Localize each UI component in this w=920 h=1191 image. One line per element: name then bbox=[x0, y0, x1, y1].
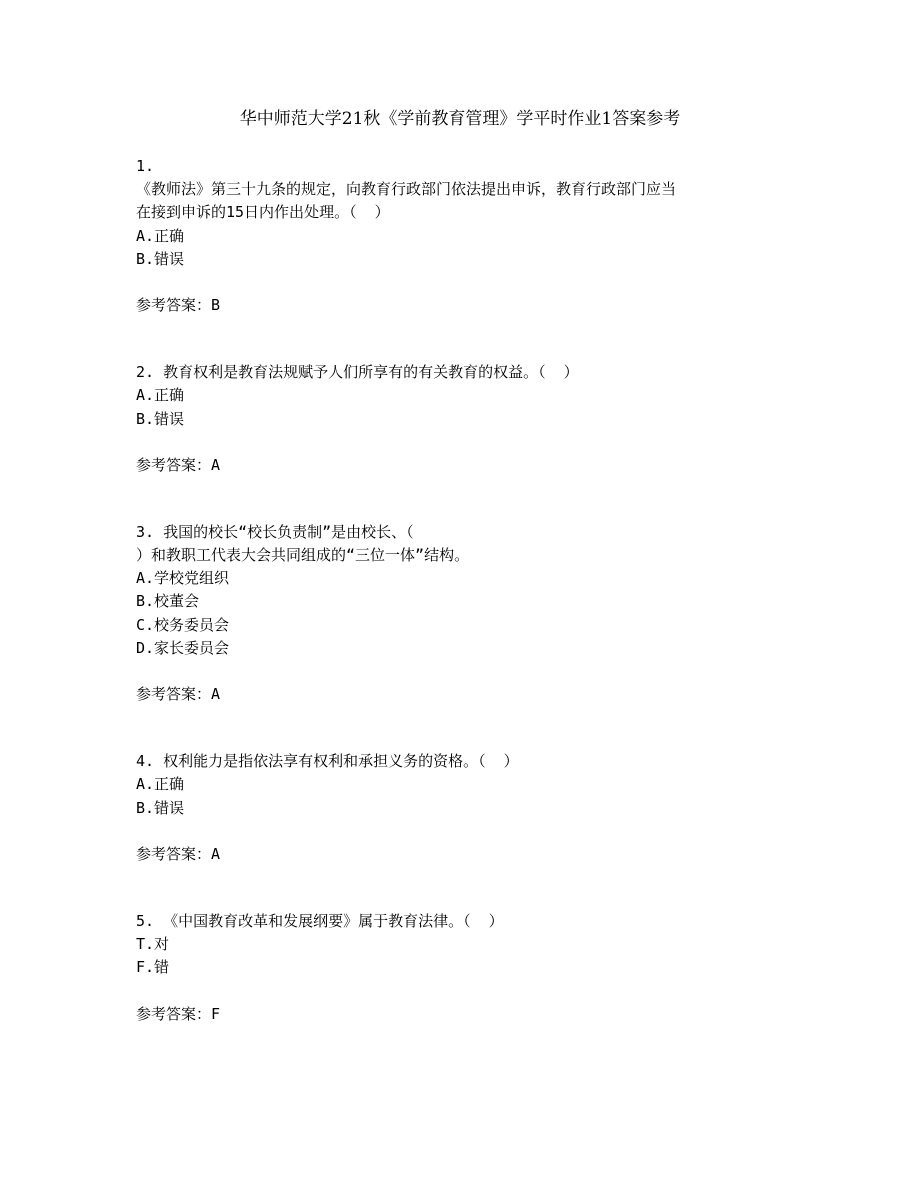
question-4 bbox=[136, 750, 796, 866]
question-3-option-d: D.家长委员会 bbox=[136, 638, 230, 657]
question-2 bbox=[136, 361, 796, 477]
question-2-option-a: A.正确 bbox=[136, 386, 185, 405]
question-3-text-line-2: ）和教职工代表大会共同组成的“三位一体”结构。 bbox=[136, 546, 470, 565]
question-4-option-a: A.正确 bbox=[136, 775, 185, 794]
question-2-text: 2. 教育权利是教育法规赋予人们所享有的有关教育的权益。（ ） bbox=[136, 363, 579, 382]
question-1-number: 1. bbox=[136, 157, 155, 175]
question-3-option-b: B.校董会 bbox=[136, 592, 200, 611]
question-5-text: 5. 《中国教育改革和发展纲要》属于教育法律。（ ） bbox=[136, 911, 504, 930]
question-4-option-b: B.错误 bbox=[136, 798, 185, 817]
question-3-answer: 参考答案：A bbox=[136, 685, 221, 703]
question-5-answer: 参考答案：F bbox=[136, 1004, 221, 1023]
page-title: 华中师范大学21秋《学前教育管理》学平时作业1答案参考 bbox=[239, 109, 681, 129]
question-1-text-line-2: 在接到申诉的15日内作出处理。（ ） bbox=[136, 203, 390, 222]
question-1 bbox=[136, 155, 796, 317]
question-4-text: 4. 权利能力是指依法享有权利和承担义务的资格。（ ） bbox=[136, 752, 519, 771]
question-1-option-a: A.正确 bbox=[136, 226, 185, 245]
question-1-option-b: B.错误 bbox=[136, 249, 185, 268]
question-5-option-t: T.对 bbox=[136, 935, 170, 954]
question-1-text-line-1: 《教师法》第三十九条的规定，向教育行政部门依法提出申诉，教育行政部门应当 bbox=[136, 180, 677, 199]
question-list bbox=[136, 155, 796, 1026]
question-2-answer: 参考答案：A bbox=[136, 455, 221, 474]
question-5-option-f: F.错 bbox=[136, 958, 170, 977]
question-2-option-b: B.错误 bbox=[136, 409, 185, 428]
question-5 bbox=[136, 910, 796, 1026]
question-3-option-a: A.学校党组织 bbox=[136, 569, 230, 588]
question-4-answer: 参考答案：A bbox=[136, 844, 221, 863]
question-1-answer: 参考答案：B bbox=[136, 295, 221, 314]
question-3-option-c: C.校务委员会 bbox=[136, 615, 230, 634]
question-3-text-line-1: 3. 我国的校长“校长负责制”是由校长、（ bbox=[136, 522, 414, 541]
question-3 bbox=[136, 521, 796, 706]
